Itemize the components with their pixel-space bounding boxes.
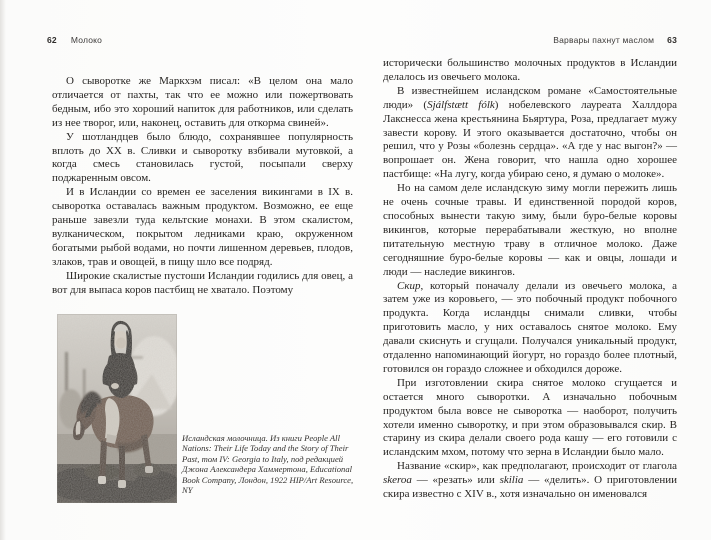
paragraph: Широкие скалистые пустоши Исландии годились для овец, а вот для выпаса коров пастбищ не хватало. Поэтому bbox=[52, 269, 353, 296]
right-page-text-column bbox=[383, 57, 677, 502]
left-page-text-column bbox=[52, 75, 353, 298]
milkmaid-photo bbox=[57, 314, 177, 503]
paragraph: И в Исландии со времен ее заселения викингами в IX в. сыворотка оставалась важным продуктом. Возможно, ее еще раньше завезли туда кельтские монахи. В этом скалистом, вулканическом, покрытом ледниками краю, окруженном богатыми рыбой водами, но почти лишенном деревьев, плодов, злаков, трав и овощей, в пищу шло все подряд. bbox=[52, 186, 353, 268]
paragraph: О сыворотке же Маркхэм писал: «В целом она мало отличается от пахты, так что ее можно или пожертвовать бедным, ибо это хороший напиток для работников, или сделать из нее творог, или, наконец, оставить для откорма свиней». bbox=[52, 75, 353, 129]
right-running-head bbox=[383, 35, 677, 45]
right-running-title: Варвары пахнут маслом bbox=[553, 35, 655, 45]
paragraph: Но на самом деле исландскую зиму могли пережить лишь не очень сочные травы. И единственной породой коров, способных вынести такую зиму, были буро-белые коровы викингов, которые перерабатывали жесткую, но вполне питательную местную траву в отличное молоко. Даже сегодняшние буро-белые коровы — как и овцы, лошади и люди — наследие викингов. bbox=[383, 182, 677, 278]
left-running-head bbox=[47, 35, 102, 45]
paragraph: При изготовлении скира снятое молоко сгущается и остается много сыворотки. А изначально побочным продуктом была вовсе не сыворотка — наоборот, получить хотели именно сыворотку, и при этом образовывался скир. В старину из скира делали своего рода кашу — его готовили с исландским мхом, потому что зерна в Исландии было мало. bbox=[383, 376, 677, 459]
photo-caption: Исландская молочница. Из книги People All Nations: Their Life Today and the Story of Their Past, том IV: Georgia to Italy, под редакцией Джона Александера Хаммертона, Educational Book Company, Лондон, 1922 HIP/Art Resource, NY bbox=[182, 433, 354, 496]
left-running-title: Молоко bbox=[70, 35, 103, 45]
paragraph: У шотландцев было блюдо, сохранявшее популярность вплоть до XX в. Сливки и сыворотку взбивали мутовкой, а когда смесь становилась густой, посыпали сверху поджаренным овсом. bbox=[52, 130, 353, 185]
paragraph: исторически большинство молочных продуктов в Исландии делалось из овечьего молока. bbox=[383, 57, 677, 83]
right-page-number: 63 bbox=[667, 35, 677, 45]
paragraph: Скир, который поначалу делали из овечьего молока, а затем уже из коровьего, — это побочный продукт побочного продукта. Когда исландцы снимали сливки, чтобы приготовить масло, у них оставалось снятое молоко. Ему давали скиснуть и сгущали. Получался уникальный продукт, отдаленно напоминающий йогурт, но гораздо более плотный, готовился он гораздо сложнее и обходился дороже. bbox=[383, 279, 677, 375]
paragraph: В известнейшем исландском романе «Самостоятельные люди» (Sjálfstætt fólk) нобелевского лауреата Халлдора Лакснесса жена крестьянина Бьяртура, Роза, предлагает мужу завести корову. И этого оказывается достаточно, чтобы он решил, что у Розы «болезнь сердца». «А где у нас выгон?» — вопрошает он. Жена говорит, что нашла одно хорошее пастбище: «На лугу, когда убираю сено, я думаю о молоке». bbox=[383, 84, 677, 181]
left-page-number: 62 bbox=[47, 35, 57, 45]
paragraph: Название «скир», как предполагают, происходит от глагола skeroa — «резать» или skilia — «делить». О приготовлении скира известно с XIV в., хотя изначально он именовался bbox=[383, 460, 678, 501]
